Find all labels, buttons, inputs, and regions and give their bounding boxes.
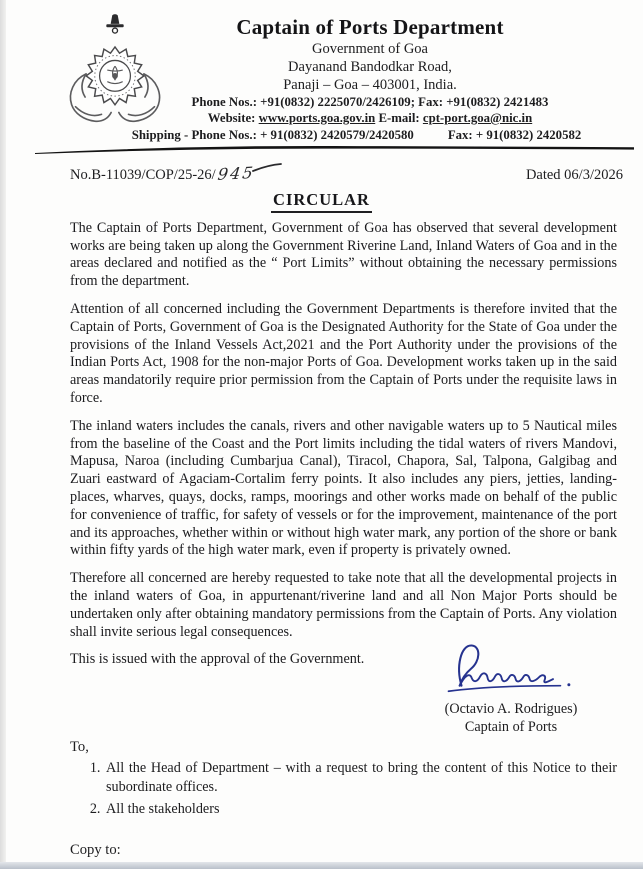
signature-block	[405, 639, 617, 736]
recipients-block	[70, 738, 617, 860]
website-label: Website:	[207, 111, 256, 125]
document-date: Dated 06/3/2026	[525, 166, 623, 183]
handwritten-signature	[436, 639, 586, 695]
paragraph-3: The inland waters includes the canals, rivers and other navigable waters up to 5 Nautical miles from the baseline of the Coast and the Port limits including the tidal waters of rivers Mandovi, Mapusa, Naroa (including Cumbarjua Canal), Tiracol, Chapora, Sal, Talpona, Galgibag and Zuari eastward of Agaciam-Cortalim ferry points. It also includes any piers, jetties, landing-places, wharves, quays, docks, ramps, moorings and other works made on behalf of the public for convenience of traffic, for safety of vessels or for the improvement, maintenance of the port and its approaches, whether within or without high water mark, any portion of the shore or bank within fifty yards of the high water mark, even if property is privately owned.	[70, 417, 617, 559]
handwritten-stroke	[252, 161, 282, 173]
page-title: CIRCULAR	[271, 190, 372, 213]
to-label: To,	[70, 739, 89, 756]
recipient-item: 1. All the Head of Department – with a request to bring the content of this Notice to their subordinate offices.	[104, 759, 617, 796]
scan-bottom-edge	[0, 862, 643, 869]
phone-fax-line: Phone Nos.: +91(0832) 2225070/2426109; Fax: +91(0832) 2421483	[191, 95, 549, 109]
recipients-list	[70, 759, 617, 819]
approval-and-signature-row	[70, 651, 617, 736]
email-link: cpt-port.goa@nic.in	[422, 111, 533, 125]
paragraph-1: The Captain of Ports Department, Government of Goa has observed that several development works are being taken up along the Government Riverine Land, Inland Waters of Goa and in the areas declared and notified as the “ Port Limits” without obtaining the necessary permissions from the department.	[70, 219, 617, 290]
shipping-fax: Fax: + 91(0832) 2420582	[447, 128, 582, 142]
title-row	[0, 190, 643, 213]
department-title: Captain of Ports Department	[236, 15, 504, 39]
letterhead	[0, 0, 643, 154]
reference-number-handwritten: 945	[216, 162, 256, 184]
email-label: E-mail:	[378, 111, 420, 125]
paragraph-4: Therefore all concerned are hereby requested to take note that all the developmental projects in the inland waters of Goa, in appurtenant/riverine land and all Non Major Ports should be undertaken only after obtaining mandatory permissions from the Captain of Ports. Any violation shall invite serious legal consequences.	[70, 570, 617, 640]
website-link: www.ports.goa.gov.in	[258, 111, 376, 125]
paragraph-2: Attention of all concerned including the Government Departments is therefore invited that the Captain of Ports, Government of Goa is the Designated Authority for the State of Goa under the provisions of the Inland Vessels Act,2021 and the Port Authority under the provisions of the Indian Ports Act, 1908 for the non-major Ports of Goa. Development works taken up in the said areas mandatorily require prior permission from the Captain of Ports under the requisite laws in force.	[70, 301, 617, 406]
recipient-item: 2. All the stakeholders	[104, 800, 617, 819]
address-line-2: Panaji – Goa – 403001, India.	[283, 77, 457, 93]
reference-number	[70, 161, 282, 185]
reference-row	[70, 161, 623, 185]
letterhead-text	[120, 14, 620, 126]
signatory-name: (Octavio A. Rodrigues)	[444, 701, 578, 718]
ashoka-capital-icon	[106, 14, 123, 33]
goa-government-emblem-icon	[62, 12, 168, 132]
letterhead-rule	[34, 144, 635, 154]
shipping-phone: Shipping - Phone Nos.: + 91(0832) 2420579/2420580	[131, 128, 414, 142]
reference-number-printed: No.B-11039/COP/25-26/	[70, 166, 216, 183]
signatory-designation: Captain of Ports	[464, 719, 558, 736]
website-email-line	[120, 110, 620, 126]
copy-to-label: Copy to:	[70, 841, 121, 858]
address-line-1: Dayanand Bandodkar Road,	[288, 59, 452, 75]
circular-body	[70, 220, 617, 737]
paragraph-approval: This is issued with the approval of the Government.	[70, 651, 365, 668]
government-line: Government of Goa	[312, 41, 428, 57]
